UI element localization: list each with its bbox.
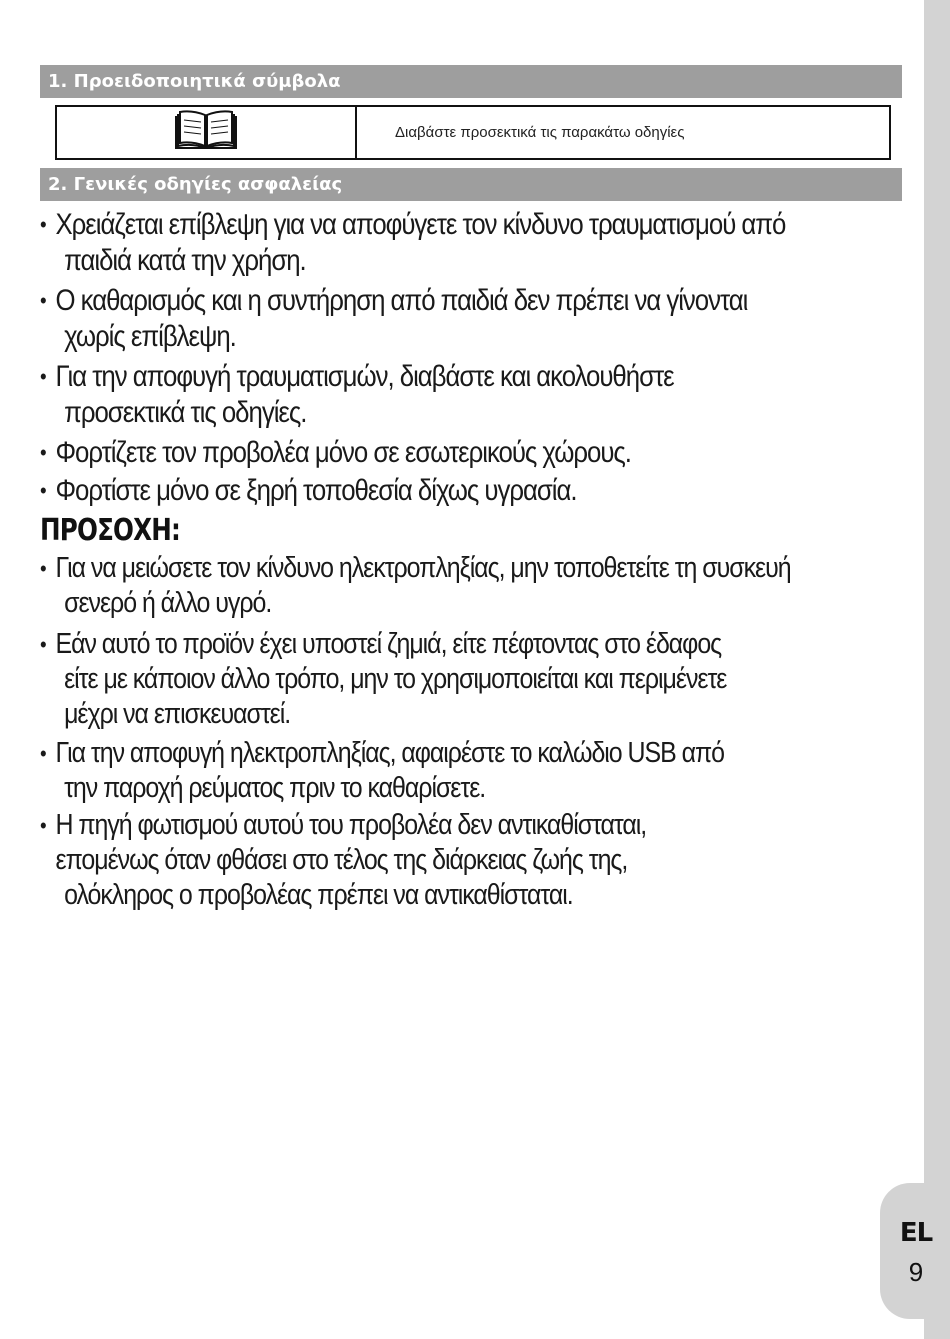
list-item-line: Φορτίζετε τον προβολέα μόνο σε εσωτερικούς χώρους.: [55, 436, 631, 469]
list-item: [40, 207, 924, 279]
list-item-line: σενερό ή άλλο υγρό.: [64, 587, 272, 619]
list-item: [40, 473, 924, 509]
list-item-line: μέχρι να επισκευαστεί.: [64, 698, 291, 730]
bullet-dot: •: [40, 440, 46, 465]
symbol-cell: [57, 107, 357, 158]
warning-heading: ΠΡΟΣΟΧΗ:: [40, 513, 181, 548]
language-tab: [880, 1183, 950, 1319]
list-item: [40, 736, 924, 806]
list-item: [40, 551, 924, 621]
page-number: 9: [908, 1257, 924, 1287]
list-item-line: Για να μειώσετε τον κίνδυνο ηλεκτροπληξίας, μην τοποθετείτε τη συσκευή: [55, 552, 791, 584]
list-item-line: Για την αποφυγή τραυματισμών, διαβάστε και ακολουθήστε: [55, 360, 674, 393]
side-strip: [924, 0, 950, 1339]
list-item-line: είτε με κάποιον άλλο τρόπο, μην το χρησιμοποιείται και περιμένετε: [64, 663, 727, 695]
list-item: [40, 627, 924, 732]
bullet-dot: •: [40, 813, 46, 838]
list-item-line: Χρειάζεται επίβλεψη για να αποφύγετε τον κίνδυνο τραυματισμού από: [55, 208, 786, 241]
list-item: [40, 435, 924, 471]
list-item: [40, 283, 924, 355]
list-item-line: Ο καθαρισμός και η συντήρηση από παιδιά δεν πρέπει να γίνονται: [55, 284, 748, 317]
list-item: [40, 808, 924, 913]
symbol-description: Διαβάστε προσεκτικά τις παρακάτω οδηγίες: [395, 124, 685, 141]
list-item-line: Για την αποφυγή ηλεκτροπληξίας, αφαιρέστε το καλώδιο USB από: [55, 737, 725, 769]
list-item-line: επομένως όταν φθάσει στο τέλος της διάρκειας ζωής της,: [55, 844, 628, 876]
bullet-dot: •: [40, 212, 46, 237]
bullet-dot: •: [40, 632, 46, 657]
bullet-dot: •: [40, 556, 46, 581]
list-item-line: την παροχή ρεύματος πριν το καθαρίσετε.: [64, 772, 486, 804]
list-item-line: χωρίς επίβλεψη.: [64, 320, 236, 353]
bullet-dot: •: [40, 288, 46, 313]
list-item-line: Φορτίστε μόνο σε ξηρή τοποθεσία δίχως υγρασία.: [55, 474, 577, 507]
symbols-table: [55, 105, 891, 160]
list-item-line: παιδιά κατά την χρήση.: [64, 244, 306, 277]
bullet-dot: •: [40, 364, 46, 389]
section-header-warning-symbols: 1. Προειδοποιητικά σύμβολα: [40, 65, 902, 98]
list-item: [40, 359, 924, 431]
list-item-line: ολόκληρος ο προβολέας πρέπει να αντικαθίσταται.: [64, 879, 573, 911]
list-item-line: Εάν αυτό το προϊόν έχει υποστεί ζημιά, είτε πέφτοντας στο έδαφος: [55, 628, 722, 660]
safety-content: [40, 205, 910, 913]
bullet-dot: •: [40, 478, 46, 503]
section-header-general-safety: 2. Γενικές οδηγίες ασφαλείας: [40, 168, 902, 201]
list-item-line: προσεκτικά τις οδηγίες.: [64, 396, 307, 429]
language-code: EL: [899, 1218, 933, 1248]
list-item-line: Η πηγή φωτισμού αυτού του προβολέα δεν αντικαθίσταται,: [55, 809, 647, 841]
bullet-dot: •: [40, 741, 46, 766]
open-book-icon: [170, 108, 242, 157]
